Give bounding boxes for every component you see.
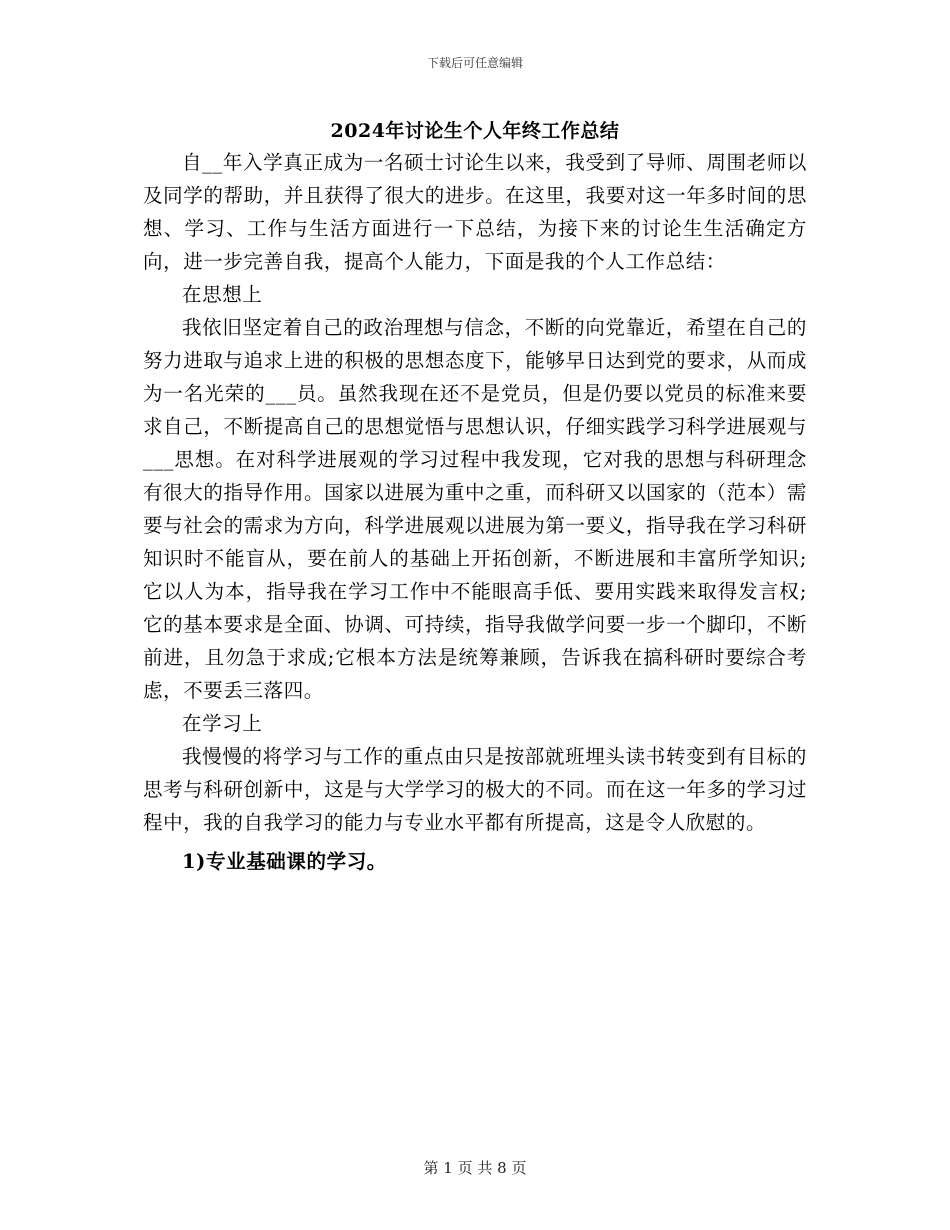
intro-paragraph: 自__年入学真正成为一名硕士讨论生以来，我受到了导师、周围老师以及同学的帮助，并且获得了很大的进步。在这里，我要对这一年多时间的思想、学习、工作与生活方面进行一下总结，为接下来的讨论生生活确定方向，进一步完善自我，提高个人能力，下面是我的个人工作总结： [143,151,807,273]
subsection-heading-basic-courses: 1)专业基础课的学习。 [182,850,387,873]
section-heading-thought: 在思想上 [182,283,263,306]
section-heading-study: 在学习上 [182,712,263,735]
thought-paragraph: 我依旧坚定着自己的政治理想与信念，不断的向党靠近，希望在自己的努力进取与追求上进的积极的思想态度下，能够早日达到党的要求，从而成为一名光荣的___员。虽然我现在还不是党员，但是仍要以党员的标准来要求自己，不断提高自己的思想觉悟与思想认识，仔细实践学习科学进展观与___思想。在对科学进展观的学习过程中我发现，它对我的思想与科研理念有很大的指导作用。国家以进展为重中之重，而科研又以国家的（范本）需要与社会的需求为方向，科学进展观以进展为第一要义，指导我在学习科研知识时不能盲从，要在前人的基础上开拓创新，不断进展和丰富所学知识;它以人为本，指导我在学习工作中不能眼高手低、要用实践来取得发言权;它的基本要求是全面、协调、可持续，指导我做学问要一步一个脚印，不断前进，且勿急于求成;它根本方法是统筹兼顾，告诉我在搞科研时要综合考虑，不要丢三落四。 [143,316,807,702]
document-title: 2024年讨论生个人年终工作总结 [330,120,620,142]
document-body [143,146,807,878]
page-number: 第 1 页 共 8 页 [423,1159,527,1177]
header-note: 下载后可任意编辑 [426,56,523,70]
study-paragraph: 我慢慢的将学习与工作的重点由只是按部就班埋头读书转变到有目标的思考与科研创新中，这是与大学学习的极大的不同。而在这一年多的学习过程中，我的自我学习的能力与专业水平都有所提高，这是令人欣慰的。 [143,745,807,834]
